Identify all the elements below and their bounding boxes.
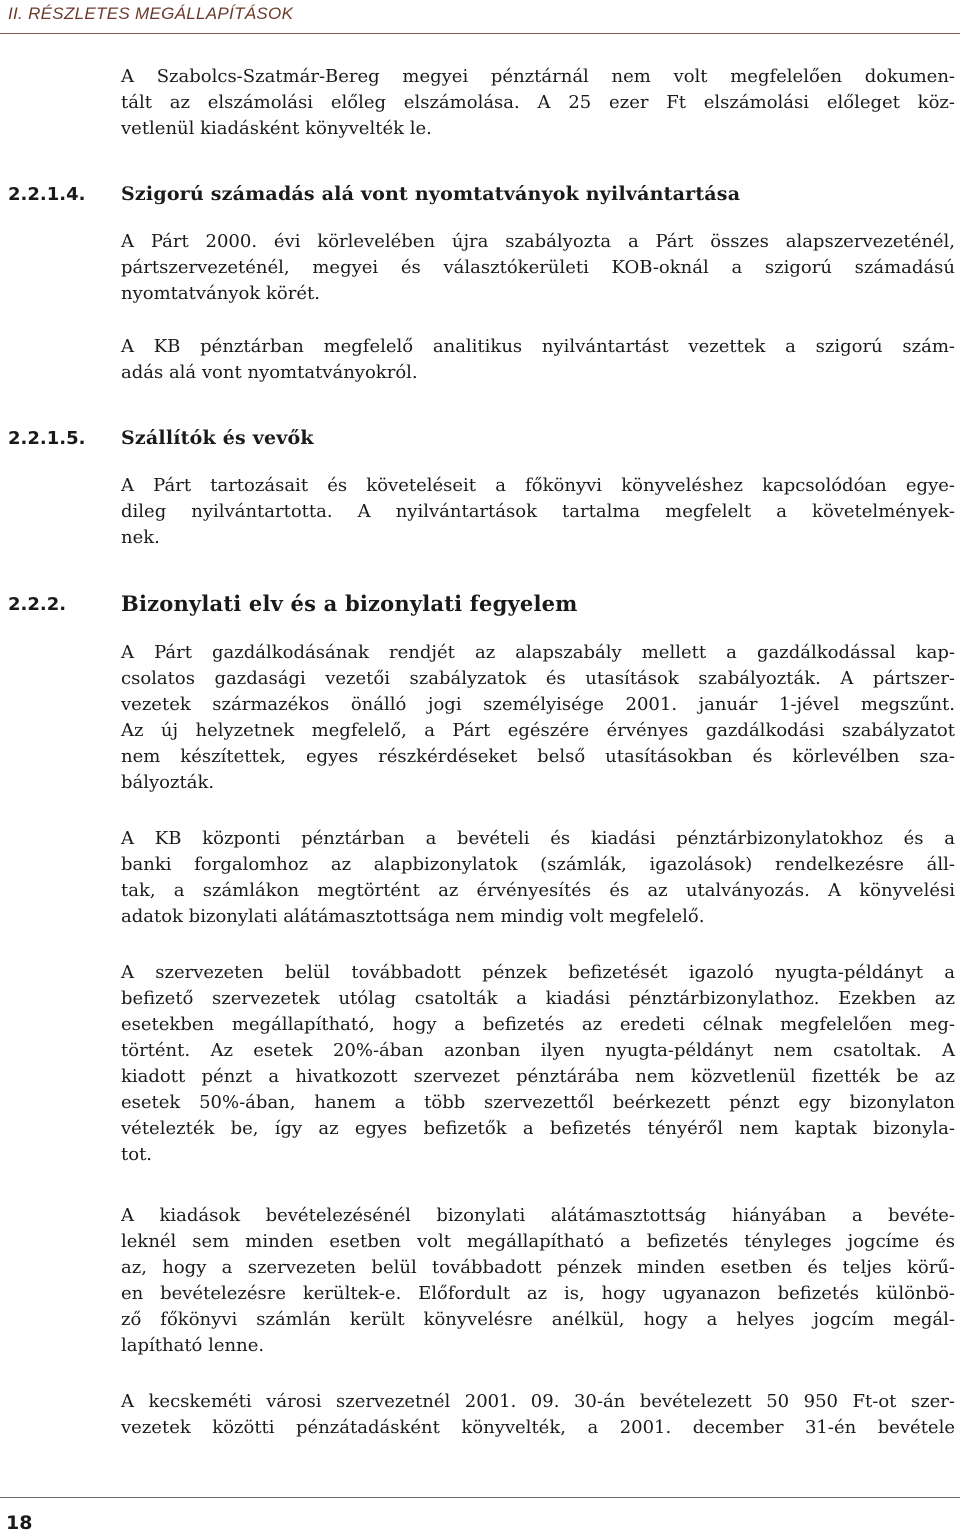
text-line: vezetek származékos önálló jogi személyisége 2001. január 1-jével megszűnt. <box>121 694 955 715</box>
text-line: vetlenül kiadásként könyvelték le. <box>121 118 432 139</box>
body-paragraph <box>121 826 955 930</box>
text-line: adatok bizonylati alátámasztottsága nem mindig volt megfelelő. <box>121 906 705 927</box>
text-line: bályozták. <box>121 772 215 793</box>
text-line: dileg nyilvántartotta. A nyilvántartások tartalma megfelelt a követelmények- <box>121 501 955 522</box>
running-header: II. RÉSZLETES MEGÁLLAPÍTÁSOK <box>8 4 294 23</box>
intro-paragraph <box>121 64 955 142</box>
text-line: tot. <box>121 1144 153 1165</box>
text-line: nek. <box>121 527 160 548</box>
body-paragraph <box>121 640 955 796</box>
body-paragraph <box>121 1389 955 1441</box>
text-line: történt. Az esetek 20%-ában azonban ilyen nyugta-példányt nem csatoltak. A <box>121 1040 955 1061</box>
text-line: adás alá vont nyomtatványokról. <box>121 362 418 383</box>
section-number: 2.2.1.5. <box>8 428 86 449</box>
text-line: tált az elszámolási előleg elszámolása. A 25 ezer Ft elszámolási előleget köz- <box>121 92 955 113</box>
text-line: esetekben megállapítható, hogy a befizetés az eredeti célnak megfelelően meg- <box>121 1014 955 1035</box>
body-paragraph <box>121 1203 955 1359</box>
text-line: tak, a számlákon megtörtént az érvényesítés és az utalványozás. A könyvelési <box>121 880 955 901</box>
text-line: A Párt 2000. évi körlevelében újra szabályozta a Párt összes alapszervezeténél, <box>121 231 955 252</box>
text-line: esetek 50%-ában, hanem a több szervezettől beérkezett pénzt egy bizonylaton <box>121 1092 955 1113</box>
text-line: ző főkönyvi számlán került könyvelésre anélkül, hogy a helyes jogcím megál- <box>121 1309 955 1330</box>
text-line: A Párt tartozásait és követeléseit a főkönyvi könyveléshez kapcsolódóan egye- <box>121 475 955 496</box>
body-paragraph <box>121 229 955 307</box>
page-number: 18 <box>6 1512 33 1534</box>
text-line: nem készítettek, egyes részkérdéseket belső utasításokban és körlevélben sza- <box>121 746 955 767</box>
text-line: leknél sem minden esetben volt megállapítható a befizetés tényleges jogcíme és <box>121 1231 955 1252</box>
text-line: A kiadások bevételezésénél bizonylati alátámasztottság hiányában a bevéte- <box>121 1205 955 1226</box>
section-heading: Bizonylati elv és a bizonylati fegyelem <box>121 591 578 616</box>
text-line: vételezték be, így az egyes befizetők a befizetés tényéről nem kaptak bizonyla- <box>121 1118 955 1139</box>
body-paragraph <box>121 473 955 551</box>
body-paragraph <box>121 334 955 386</box>
footer-divider <box>0 1497 960 1498</box>
header-divider <box>0 33 960 34</box>
section-number: 2.2.2. <box>8 594 67 615</box>
text-line: lapítható lenne. <box>121 1335 265 1356</box>
text-line: A KB pénztárban megfelelő analitikus nyilvántartást vezettek a szigorú szám- <box>121 336 955 357</box>
section-heading: Szigorú számadás alá vont nyomtatványok nyilvántartása <box>121 183 741 205</box>
text-line: nyomtatványok körét. <box>121 283 320 304</box>
text-line: A KB központi pénztárban a bevételi és kiadási pénztárbizonylatokhoz és a <box>121 828 955 849</box>
text-line: befizető szervezetek utólag csatolták a kiadási pénztárbizonylathoz. Ezekben az <box>121 988 955 1009</box>
text-line: pártszervezeténél, megyei és választókerületi KOB-oknál a szigorú számadású <box>121 257 955 278</box>
section-heading: Szállítók és vevők <box>121 427 314 449</box>
text-line: Az új helyzetnek megfelelő, a Párt egészére érvényes gazdálkodási szabályzatot <box>121 720 955 741</box>
text-line: A szervezeten belül továbbadott pénzek befizetését igazoló nyugta-példányt a <box>121 962 955 983</box>
text-line: A kecskeméti városi szervezetnél 2001. 09. 30-án bevételezett 50 950 Ft-ot szer- <box>121 1391 955 1412</box>
text-line: kiadott pénzt a hivatkozott szervezet pénztárába nem közvetlenül fizették be az <box>121 1066 955 1087</box>
text-line: az, hogy a szervezeten belül továbbadott pénzek minden esetben és teljes körű- <box>121 1257 955 1278</box>
text-line: csolatos gazdasági vezetői szabályzatok és utasítások szabályozták. A pártszer- <box>121 668 955 689</box>
body-paragraph <box>121 960 955 1168</box>
text-line: A Párt gazdálkodásának rendjét az alapszabály mellett a gazdálkodással kap- <box>121 642 955 663</box>
text-line: banki forgalomhoz az alapbizonylatok (számlák, igazolások) rendelkezésre áll- <box>121 854 955 875</box>
section-number: 2.2.1.4. <box>8 184 86 205</box>
text-line: A Szabolcs-Szatmár-Bereg megyei pénztárnál nem volt megfelelően dokumen- <box>121 66 955 87</box>
text-line: en bevételezésre kerültek-e. Előfordult az is, hogy ugyanazon befizetés különbö- <box>121 1283 955 1304</box>
text-line: vezetek közötti pénzátadásként könyvelték, a 2001. december 31-én bevétele <box>121 1417 955 1438</box>
